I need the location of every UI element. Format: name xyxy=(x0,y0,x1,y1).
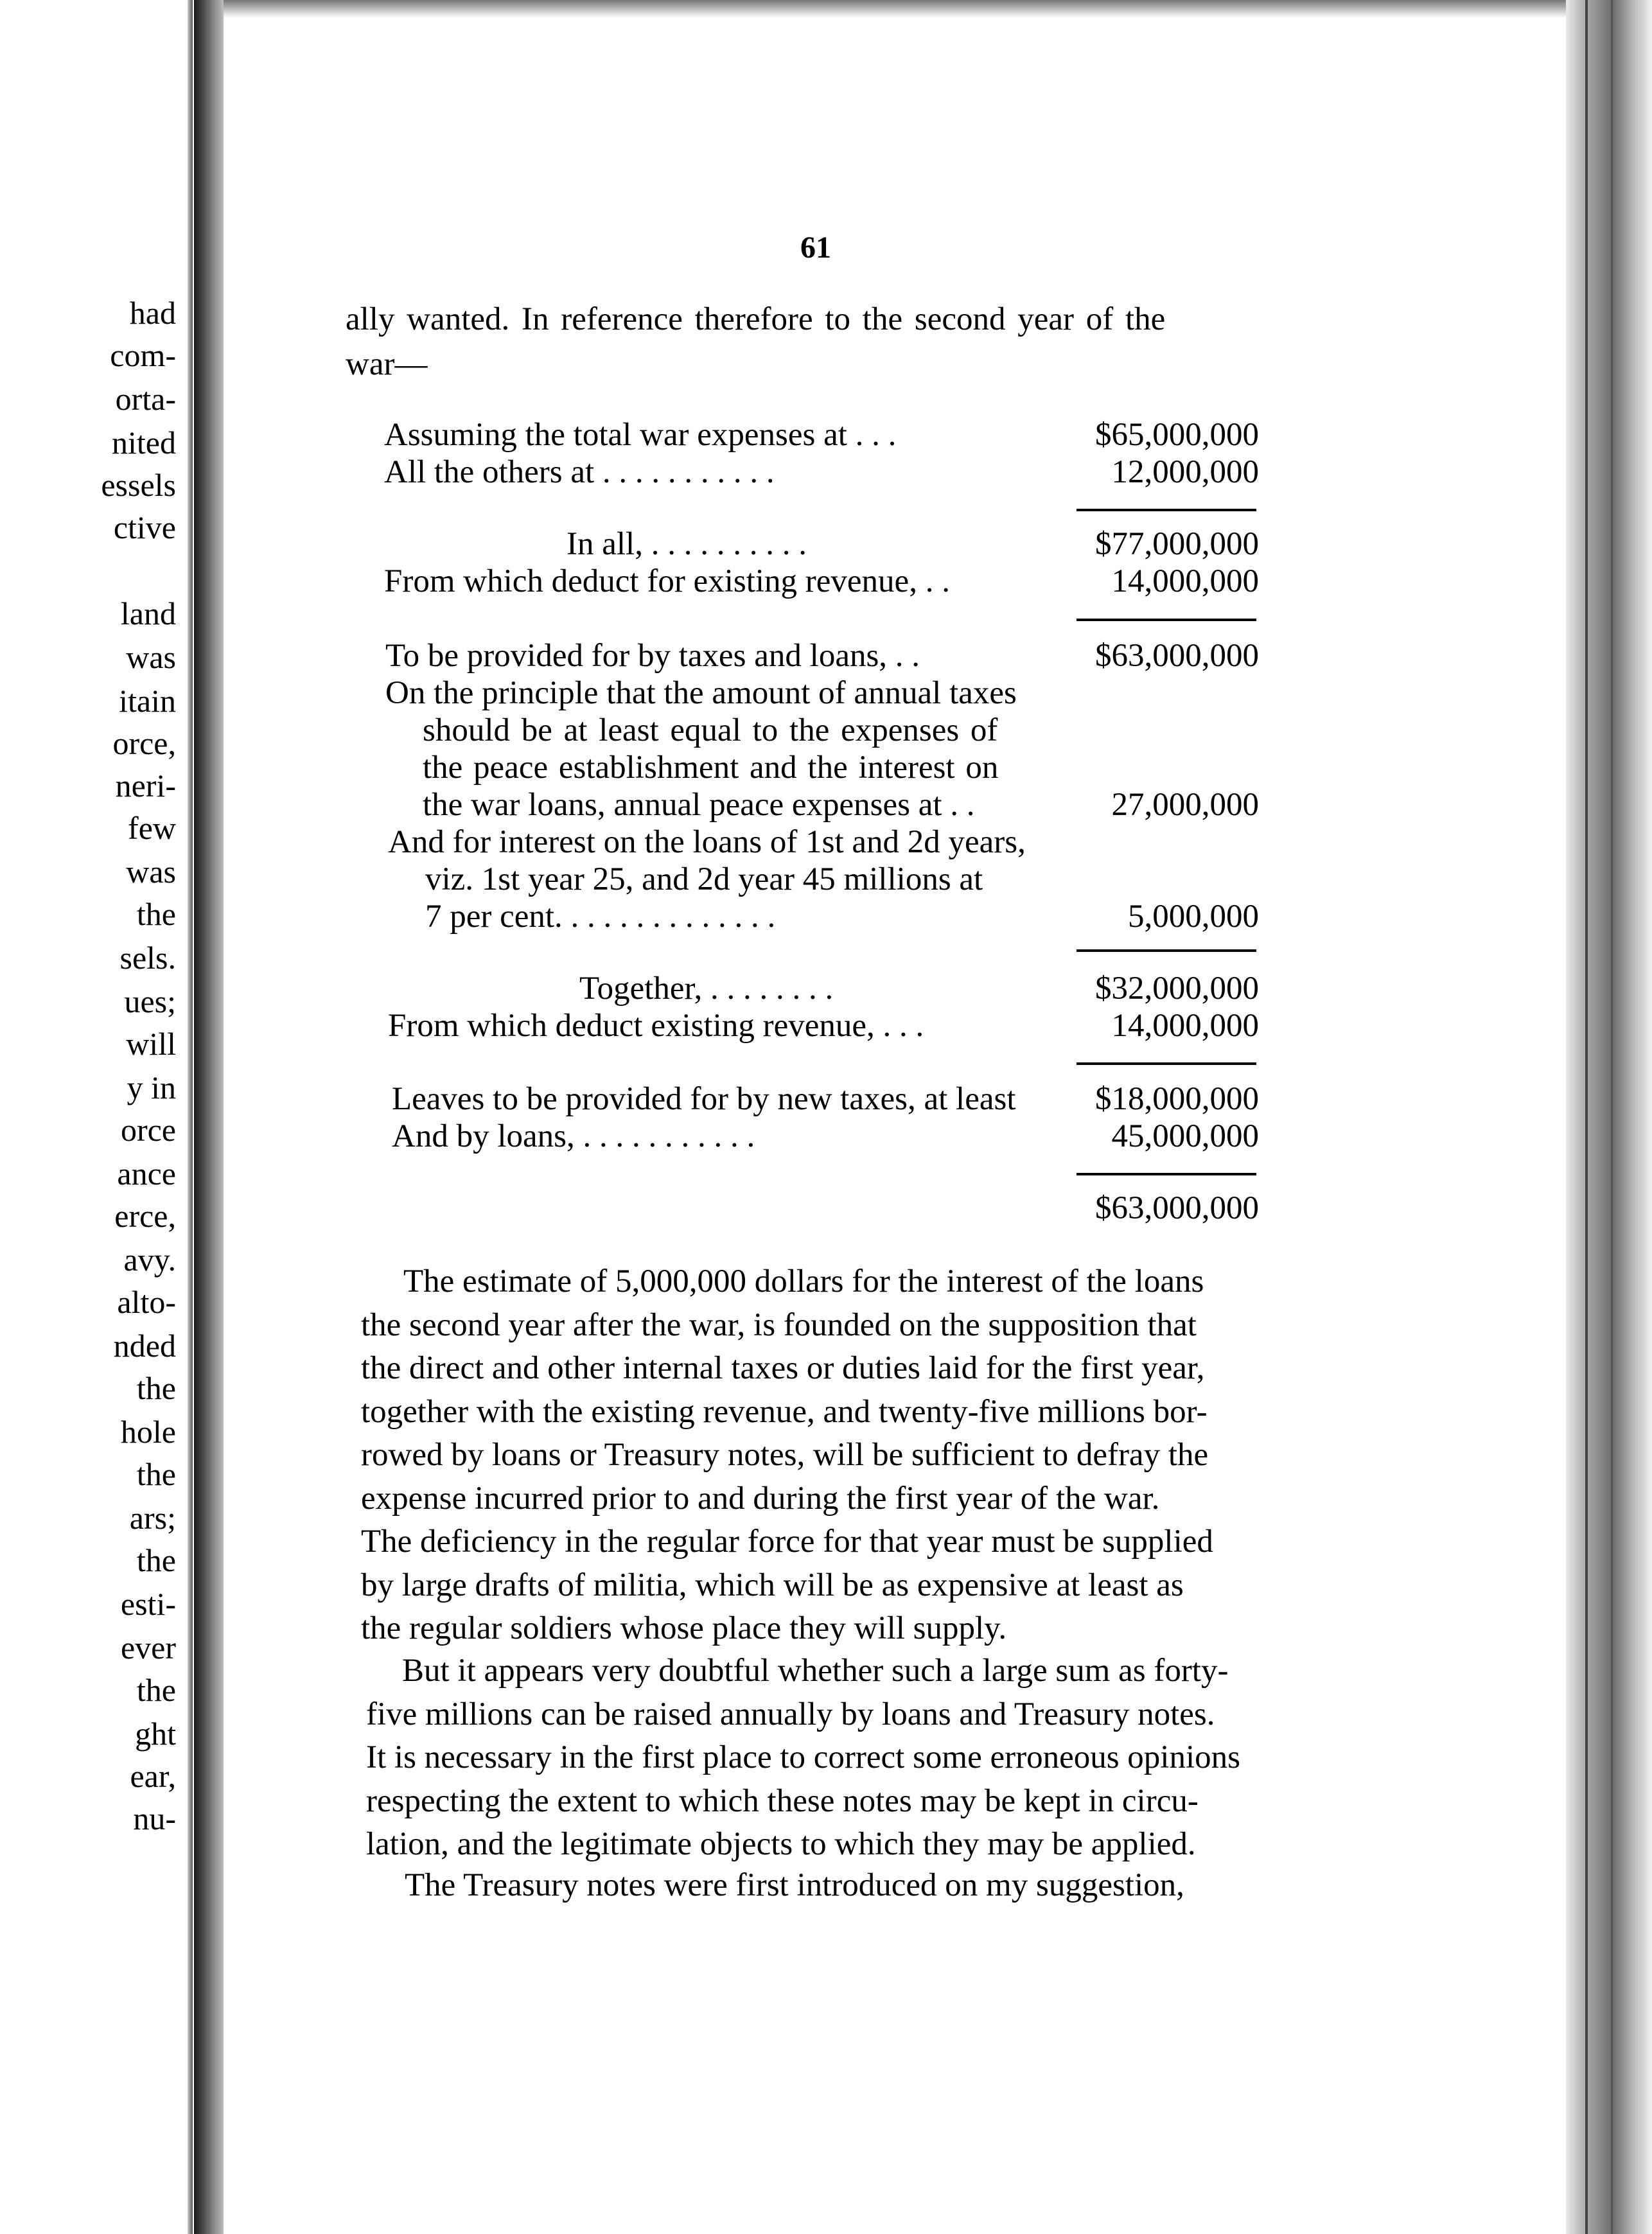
sum-rule xyxy=(1076,509,1256,511)
left-page-line: ear, xyxy=(130,1758,176,1794)
total-value: $63,000,000 xyxy=(1095,1190,1259,1226)
paragraph-line: It is necessary in the first place to correct some erroneous opinions xyxy=(366,1739,1240,1775)
left-page-line: essels xyxy=(101,467,176,503)
paragraph-line: The Treasury notes were first introduced on my suggestion, xyxy=(405,1867,1184,1903)
sum-rule xyxy=(1076,1173,1256,1175)
left-page-line: was xyxy=(126,854,176,890)
left-page-line: ght xyxy=(135,1716,176,1752)
left-page-line: nu- xyxy=(133,1800,176,1836)
row-value: $77,000,000 xyxy=(1095,526,1259,562)
left-page-line: ever xyxy=(120,1630,176,1666)
left-page-line: ctive xyxy=(113,509,176,545)
row-label: Together, . . . . . . . . xyxy=(579,971,834,1007)
row-value: $65,000,000 xyxy=(1095,417,1259,453)
row-value: $18,000,000 xyxy=(1095,1081,1259,1117)
left-page-line: nded xyxy=(113,1328,176,1364)
page-top-shadow xyxy=(224,0,1566,18)
left-page-line: orce xyxy=(120,1112,176,1148)
paragraph-line: the second year after the war, is founded on the supposition that xyxy=(361,1306,1197,1343)
left-page-line: orta- xyxy=(115,381,176,417)
left-page-line: orce, xyxy=(112,725,176,761)
left-page-edge-shadow xyxy=(188,0,193,2234)
left-page-line: esti- xyxy=(120,1586,176,1622)
left-page-line: alto- xyxy=(117,1284,176,1320)
row-label: In all, . . . . . . . . . . xyxy=(567,526,807,562)
row-value: 12,000,000 xyxy=(1111,454,1259,490)
paragraph-line: rowed by loans or Treasury notes, will be sufficient to defray the xyxy=(361,1437,1209,1473)
left-page-line: com- xyxy=(110,337,176,373)
left-page-line: land xyxy=(120,595,176,631)
left-page-line: was xyxy=(126,639,176,675)
row-label: should be at least equal to the expenses of xyxy=(423,712,998,748)
paragraph-line: The deficiency in the regular force for that year must be supplied xyxy=(361,1524,1213,1560)
left-page-line: had xyxy=(129,295,176,331)
row-value: 14,000,000 xyxy=(1111,563,1259,599)
left-page-line: will xyxy=(126,1026,176,1062)
intro-line-2: war— xyxy=(346,346,428,382)
paragraph-line: five millions can be raised annually by loans and Treasury notes. xyxy=(366,1696,1215,1732)
book-gutter xyxy=(194,0,224,2234)
left-facing-page xyxy=(0,0,193,2234)
row-value: 27,000,000 xyxy=(1111,787,1259,823)
paragraph-line: The estimate of 5,000,000 dollars for the interest of the loans xyxy=(403,1263,1204,1299)
sum-rule xyxy=(1076,949,1256,952)
row-value: 14,000,000 xyxy=(1111,1008,1259,1044)
sum-rule xyxy=(1076,619,1256,621)
page-stack-edge xyxy=(1566,0,1652,2234)
row-label: Leaves to be provided for by new taxes, at least xyxy=(392,1081,1016,1117)
left-page-line: ars; xyxy=(129,1500,176,1536)
paragraph-line: together with the existing revenue, and twenty-five millions bor- xyxy=(361,1393,1208,1430)
row-label: All the others at . . . . . . . . . . . xyxy=(384,454,775,490)
left-page-line: the xyxy=(136,1456,176,1492)
left-page-line: ance xyxy=(117,1156,176,1192)
row-label: the peace establishment and the interest on xyxy=(423,750,999,786)
paragraph-line: respecting the extent to which these notes may be kept in circu- xyxy=(366,1782,1199,1819)
intro-line-1: ally wanted. In reference therefore to the second year of the xyxy=(346,301,1166,337)
row-value: $32,000,000 xyxy=(1095,971,1259,1007)
paragraph-line: the regular soldiers whose place they will supply. xyxy=(361,1610,1007,1646)
left-page-line: itain xyxy=(119,683,176,719)
left-page-line: the xyxy=(136,896,176,932)
row-label: viz. 1st year 25, and 2d year 45 millions at xyxy=(425,861,983,897)
paragraph-line: by large drafts of militia, which will be as expensive at least as xyxy=(361,1567,1184,1603)
sum-rule xyxy=(1076,1062,1256,1065)
paragraph-line: expense incurred prior to and during the first year of the war. xyxy=(361,1480,1160,1517)
row-label: Assuming the total war expenses at . . . xyxy=(384,417,897,453)
paragraph-line: lation, and the legitimate objects to which they may be applied. xyxy=(366,1826,1196,1862)
left-page-line: few xyxy=(128,810,176,846)
row-label: And for interest on the loans of 1st and 2d years, xyxy=(388,824,1026,860)
left-page-line: y in xyxy=(127,1069,176,1105)
row-label: To be provided for by taxes and loans, . . xyxy=(385,638,920,674)
row-value: $63,000,000 xyxy=(1095,638,1259,674)
row-value: 5,000,000 xyxy=(1128,899,1259,935)
left-page-line: ues; xyxy=(124,983,176,1019)
paragraph-line: the direct and other internal taxes or duties laid for the first year, xyxy=(361,1350,1205,1386)
left-page-line: avy. xyxy=(123,1242,176,1278)
left-page-line: nited xyxy=(112,425,176,461)
left-page-line: hole xyxy=(120,1414,176,1450)
row-label: On the principle that the amount of annual taxes xyxy=(385,675,1017,711)
paragraph-line: But it appears very doubtful whether such a large sum as forty- xyxy=(402,1653,1229,1689)
row-label: And by loans, . . . . . . . . . . . xyxy=(392,1118,755,1154)
left-page-line: erce, xyxy=(114,1198,176,1234)
left-page-line: sels. xyxy=(119,940,176,976)
row-label: 7 per cent. . . . . . . . . . . . . . xyxy=(425,899,776,935)
left-page-line: the xyxy=(136,1542,176,1578)
row-label: the war loans, annual peace expenses at . . xyxy=(423,787,975,823)
row-label: From which deduct existing revenue, . . . xyxy=(388,1008,924,1044)
left-page-line: neri- xyxy=(115,768,176,804)
row-label: From which deduct for existing revenue, . . xyxy=(384,563,950,599)
left-page-line: the xyxy=(136,1370,176,1406)
row-value: 45,000,000 xyxy=(1111,1118,1259,1154)
left-page-line: the xyxy=(136,1672,176,1708)
page-number: 61 xyxy=(800,231,831,265)
